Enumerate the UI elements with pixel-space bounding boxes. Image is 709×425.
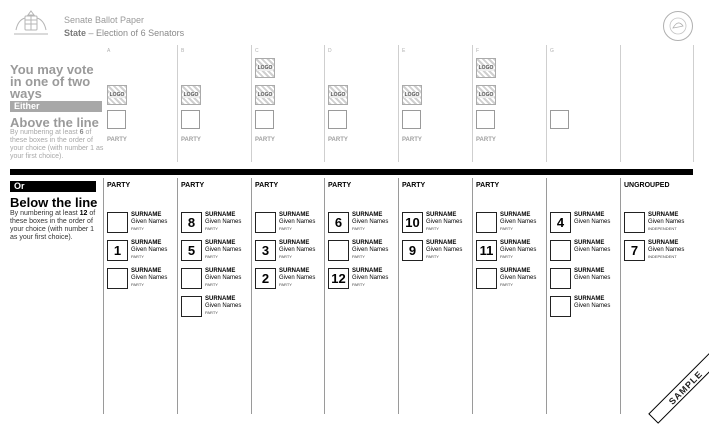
candidate-given-names: Given Names <box>500 247 537 253</box>
candidate-surname: SURNAME <box>131 212 162 218</box>
candidate-surname: SURNAME <box>279 212 310 218</box>
column-divider <box>251 178 252 414</box>
candidate-vote-box[interactable]: 8 <box>181 212 202 233</box>
official-seal-icon <box>662 10 694 42</box>
candidate-surname: SURNAME <box>131 240 162 246</box>
group-name: UNGROUPED <box>624 182 670 189</box>
candidate-given-names: Given Names <box>279 219 316 225</box>
candidate-given-names: Given Names <box>131 219 168 225</box>
candidate-given-names: Given Names <box>574 219 611 225</box>
column-letter: A <box>107 48 111 54</box>
column-divider <box>398 45 399 162</box>
candidate-surname: SURNAME <box>574 268 605 274</box>
column-divider <box>177 45 178 162</box>
candidate-given-names: Given Names <box>131 275 168 281</box>
coat-of-arms-icon <box>10 8 52 40</box>
candidate-surname: SURNAME <box>500 268 531 274</box>
candidate-given-names: Given Names <box>205 303 242 309</box>
candidate-surname: SURNAME <box>574 296 605 302</box>
candidate-party: PARTY <box>205 254 218 259</box>
candidate-surname: SURNAME <box>205 240 236 246</box>
party-logo <box>107 85 127 105</box>
candidate-vote-box[interactable] <box>550 296 571 317</box>
candidate-party: PARTY <box>426 226 439 231</box>
party-name: PARTY <box>181 137 201 143</box>
column-divider <box>324 178 325 414</box>
candidate-vote-box[interactable]: 4 <box>550 212 571 233</box>
column-divider <box>472 178 473 414</box>
above-line-vote-box[interactable] <box>328 110 347 129</box>
candidate-party: PARTY <box>205 282 218 287</box>
candidate-info <box>574 296 610 310</box>
candidate-vote-box[interactable]: 10 <box>402 212 423 233</box>
candidate-party: PARTY <box>426 254 439 259</box>
candidate-given-names: Given Names <box>352 275 389 281</box>
candidate-vote-box[interactable]: 12 <box>328 268 349 289</box>
election-description: – Election of 6 Senators <box>88 28 185 38</box>
column-divider <box>324 45 325 162</box>
candidate-party: PARTY <box>500 254 513 259</box>
logo-label: LOGO <box>257 65 273 71</box>
candidate-party: PARTY <box>205 226 218 231</box>
candidate-vote-box[interactable] <box>107 268 128 289</box>
column-divider <box>177 178 178 414</box>
logo-label: LOGO <box>109 92 125 98</box>
candidate-vote-box[interactable] <box>328 240 349 261</box>
candidate-vote-box[interactable] <box>624 212 645 233</box>
candidate-vote-box[interactable] <box>550 268 571 289</box>
ballot-title: Senate Ballot Paper <box>64 15 145 25</box>
column-divider <box>620 45 621 162</box>
vote-ways-heading: You may vote in one of two ways <box>10 62 94 101</box>
candidate-party: PARTY <box>279 226 292 231</box>
column-letter: D <box>328 48 332 54</box>
candidate-info <box>205 240 241 259</box>
group-name: PARTY <box>181 182 205 189</box>
group-name: PARTY <box>255 182 279 189</box>
candidate-party: PARTY <box>279 282 292 287</box>
above-line-vote-box[interactable] <box>550 110 569 129</box>
candidate-info <box>279 212 315 231</box>
party-logo <box>181 85 201 105</box>
column-divider <box>693 45 694 162</box>
candidate-party: PARTY <box>352 282 365 287</box>
candidate-vote-box[interactable] <box>476 212 497 233</box>
candidate-info <box>352 240 388 259</box>
candidate-vote-box[interactable] <box>550 240 571 261</box>
candidate-given-names: Given Names <box>131 247 168 253</box>
candidate-info <box>500 240 536 259</box>
above-line-vote-box[interactable] <box>402 110 421 129</box>
candidate-given-names: Given Names <box>205 275 242 281</box>
logo-label: LOGO <box>478 65 494 71</box>
candidate-given-names: Given Names <box>279 247 316 253</box>
candidate-given-names: Given Names <box>574 275 611 281</box>
group-name: PARTY <box>328 182 352 189</box>
party-logo <box>402 85 422 105</box>
candidate-party: PARTY <box>131 254 144 259</box>
candidate-given-names: Given Names <box>648 247 685 253</box>
candidate-vote-box[interactable] <box>181 296 202 317</box>
candidate-given-names: Given Names <box>205 219 242 225</box>
candidate-given-names: Given Names <box>205 247 242 253</box>
candidate-surname: SURNAME <box>426 240 457 246</box>
column-letter: C <box>255 48 259 54</box>
party-name: PARTY <box>328 137 348 143</box>
candidate-info <box>352 212 388 231</box>
candidate-surname: SURNAME <box>279 240 310 246</box>
candidate-info <box>574 268 610 282</box>
above-the-line-instructions: By numbering at least 6 of these boxes in the order of your choice (with number 1 as your first choice). <box>10 129 104 160</box>
candidate-info <box>131 212 167 231</box>
candidate-surname: SURNAME <box>205 212 236 218</box>
above-line-vote-box[interactable] <box>107 110 126 129</box>
candidate-party: INDEPENDENT <box>648 226 677 231</box>
group-name: PARTY <box>476 182 500 189</box>
candidate-party: INDEPENDENT <box>648 254 677 259</box>
party-name: PARTY <box>476 137 496 143</box>
logo-label: LOGO <box>330 92 346 98</box>
party-logo <box>328 85 348 105</box>
above-the-line-heading: Above the line <box>10 115 99 130</box>
candidate-given-names: Given Names <box>426 247 463 253</box>
candidate-info <box>279 240 315 259</box>
candidate-party: PARTY <box>131 226 144 231</box>
candidate-info <box>352 268 388 287</box>
party-logo <box>255 85 275 105</box>
candidate-surname: SURNAME <box>500 240 531 246</box>
candidate-vote-box[interactable]: 9 <box>402 240 423 261</box>
party-name: PARTY <box>107 137 127 143</box>
above-line-vote-box[interactable] <box>255 110 274 129</box>
candidate-info <box>205 212 241 231</box>
below-the-line-instructions: By numbering at least 12 of these boxes in the order of your choice (with number 1 as your first choice). <box>10 210 96 241</box>
logo-label: LOGO <box>257 92 273 98</box>
party-logo <box>476 58 496 78</box>
candidate-surname: SURNAME <box>648 240 679 246</box>
column-letter: E <box>402 48 406 54</box>
candidate-vote-box[interactable]: 3 <box>255 240 276 261</box>
group-name: PARTY <box>107 182 131 189</box>
column-divider <box>398 178 399 414</box>
column-divider <box>251 45 252 162</box>
candidate-info <box>131 268 167 287</box>
column-divider <box>546 178 547 414</box>
candidate-info <box>279 268 315 287</box>
candidate-surname: SURNAME <box>352 212 383 218</box>
candidate-vote-box[interactable] <box>255 212 276 233</box>
candidate-surname: SURNAME <box>574 240 605 246</box>
party-name: PARTY <box>402 137 422 143</box>
line-divider <box>10 169 693 175</box>
candidate-given-names: Given Names <box>500 275 537 281</box>
party-logo <box>476 85 496 105</box>
below-the-line-heading: Below the line <box>10 195 98 210</box>
logo-label: LOGO <box>404 92 420 98</box>
candidate-surname: SURNAME <box>205 268 236 274</box>
candidate-surname: SURNAME <box>574 212 605 218</box>
candidate-vote-box[interactable] <box>107 212 128 233</box>
candidate-party: PARTY <box>352 226 365 231</box>
party-logo <box>255 58 275 78</box>
ballot-subtitle <box>64 28 184 38</box>
candidate-vote-box[interactable]: 2 <box>255 268 276 289</box>
candidate-party: PARTY <box>279 254 292 259</box>
above-line-vote-box[interactable] <box>476 110 495 129</box>
candidate-vote-box[interactable]: 1 <box>107 240 128 261</box>
column-letter: G <box>550 48 554 54</box>
candidate-given-names: Given Names <box>279 275 316 281</box>
candidate-given-names: Given Names <box>574 303 611 309</box>
candidate-given-names: Given Names <box>426 219 463 225</box>
candidate-given-names: Given Names <box>352 247 389 253</box>
candidate-surname: SURNAME <box>500 212 531 218</box>
candidate-info <box>205 296 241 315</box>
candidate-info <box>205 268 241 287</box>
state-label: State <box>64 28 87 38</box>
candidate-surname: SURNAME <box>279 268 310 274</box>
candidate-party: PARTY <box>500 282 513 287</box>
candidate-vote-box[interactable]: 7 <box>624 240 645 261</box>
column-divider <box>472 45 473 162</box>
candidate-party: PARTY <box>205 310 218 315</box>
candidate-party: PARTY <box>131 282 144 287</box>
column-divider <box>620 178 621 414</box>
column-letter: B <box>181 48 185 54</box>
candidate-surname: SURNAME <box>131 268 162 274</box>
group-name: PARTY <box>402 182 426 189</box>
candidate-info <box>426 240 462 259</box>
candidate-info <box>648 240 684 259</box>
candidate-given-names: Given Names <box>500 219 537 225</box>
candidate-surname: SURNAME <box>205 296 236 302</box>
candidate-info <box>574 212 610 226</box>
logo-label: LOGO <box>183 92 199 98</box>
candidate-info <box>426 212 462 231</box>
candidate-surname: SURNAME <box>352 240 383 246</box>
candidate-info <box>500 212 536 231</box>
candidate-vote-box[interactable] <box>181 268 202 289</box>
column-divider <box>103 178 104 414</box>
column-divider <box>546 45 547 162</box>
candidate-given-names: Given Names <box>574 247 611 253</box>
column-letter: F <box>476 48 480 54</box>
candidate-vote-box[interactable]: 11 <box>476 240 497 261</box>
either-label: Either <box>10 101 102 112</box>
candidate-vote-box[interactable]: 5 <box>181 240 202 261</box>
candidate-info <box>500 268 536 287</box>
sample-stamp: SAMPLE <box>648 350 709 424</box>
candidate-info <box>574 240 610 254</box>
candidate-given-names: Given Names <box>352 219 389 225</box>
party-name: PARTY <box>255 137 275 143</box>
candidate-surname: SURNAME <box>352 268 383 274</box>
logo-label: LOGO <box>478 92 494 98</box>
or-label: Or <box>10 181 96 192</box>
candidate-vote-box[interactable]: 6 <box>328 212 349 233</box>
candidate-party: PARTY <box>352 254 365 259</box>
candidate-vote-box[interactable] <box>476 268 497 289</box>
candidate-info <box>648 212 684 231</box>
candidate-surname: SURNAME <box>648 212 679 218</box>
candidate-surname: SURNAME <box>426 212 457 218</box>
candidate-given-names: Given Names <box>648 219 685 225</box>
candidate-party: PARTY <box>500 226 513 231</box>
candidate-info <box>131 240 167 259</box>
above-line-vote-box[interactable] <box>181 110 200 129</box>
